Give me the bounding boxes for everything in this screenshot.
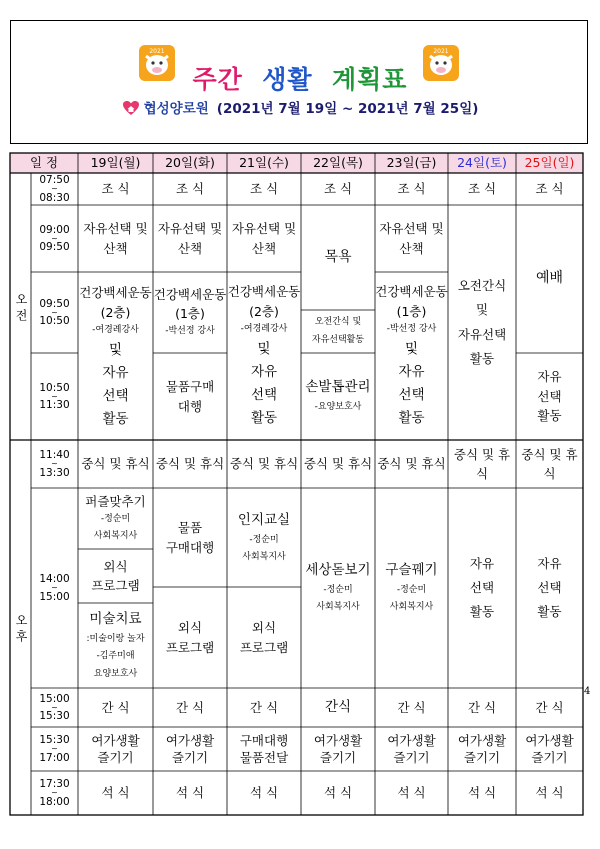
lunch-cell: 중식 및 휴식 [453,446,511,481]
org-name: 협성양로원 [143,101,209,117]
bath-cell-thu: 목욕 [324,248,352,265]
cognitive-class-cell-wed: 인지교실 -정순미 사회복지사 [237,511,291,562]
snack-cell: 간 식 [397,699,426,715]
leisure-cell: 여가생활 즐기기 [525,732,574,765]
page-title: 주간 생활 계획표 [192,65,408,94]
dinner-cell: 석 식 [397,785,426,801]
exercise-cell-fri: 건강백세운동 (1층) -박선정 강사 및 자유 선택 활동 [375,284,448,426]
outing-cell-mon: 외식 프로그램 [91,558,140,593]
period: (2021년 7월 19일 ~ 2021년 7월 25일) [216,101,479,117]
day-header-tue: 20일(화) [165,155,215,171]
snack-cell-thu-am: 오전간식 및 자유선택활동 [311,317,365,345]
lunch-cell: 중식 및 휴식 [303,456,373,472]
walk-cell: 자유선택 및 산책 [157,221,223,256]
breakfast-cell: 조 식 [467,181,497,197]
nail-care-cell-thu: 손발톱관리 -요양보호사 [305,379,371,413]
lunch-cell: 중식 및 휴식 [155,456,225,472]
time-slot: 09:50 ~ 10:50 [39,297,70,328]
time-slot: 09:00 ~ 09:50 [39,223,70,254]
dinner-cell: 석 식 [175,785,205,801]
breakfast-cell: 조 식 [535,181,564,197]
day-header-sat: 24일(토) [457,155,507,171]
lunch-cell: 중식 및 휴식 [229,456,299,472]
leisure-cell: 여가생활 즐기기 [457,732,507,765]
time-slot: 15:30 ~ 17:00 [39,734,70,764]
breakfast-cell: 조 식 [175,181,205,197]
lunch-cell: 중식 및 휴식 [521,446,578,481]
free-activity-cell-sat: 자유 선택 활동 [469,556,495,619]
walk-cell: 자유선택 및 산책 [379,221,444,256]
snack-cell: 간 식 [101,699,130,715]
pm-label: 오 후 [14,613,29,642]
free-activity-cell-sun: 자유 선택 활동 [537,369,562,424]
time-slot: 10:50 ~ 11:30 [39,381,70,412]
lunch-cell: 중식 및 휴식 [377,456,446,472]
time-slot: 14:00 ~ 15:00 [39,573,70,603]
snack-cell: 간 식 [467,699,497,715]
breakfast-cell: 조 식 [101,181,130,197]
free-activity-cell-sun-pm: 자유 선택 활동 [537,556,562,619]
outing-cell-tue: 외식 프로그램 [165,620,215,655]
dinner-cell: 석 식 [249,785,279,801]
header-corner: 일 정 [29,155,59,171]
time-slot: 15:00 ~ 15:30 [39,692,70,723]
day-header-mon: 19일(월) [90,155,141,171]
day-header-wed: 21일(수) [239,155,289,171]
art-therapy-cell-mon: 미술치료 :미술이랑 놀자 -김주미애 요양보호사 [86,611,145,679]
exercise-cell-wed: 건강백세운동 (2층) -여경례강사 및 자유 선택 활동 [227,284,301,426]
snack-cell: 간식 [324,699,352,716]
snack-cell: 간 식 [535,699,564,715]
breakfast-cell: 조 식 [323,181,353,197]
time-slot: 11:40 ~ 13:30 [39,449,70,479]
leisure-cell: 여가생활 즐기기 [313,732,363,765]
am-snack-cell-sat: 오전간식 및 자유선택 활동 [457,277,507,366]
outing-cell-wed: 외식 프로그램 [239,620,289,655]
dinner-cell: 석 식 [535,785,564,801]
svg-text:2021: 2021 [433,48,449,55]
page-number: 4 [584,686,591,697]
leisure-cell: 여가생활 즐기기 [387,732,436,765]
dinner-cell: 석 식 [101,785,130,801]
walk-cell: 자유선택 및 산책 [231,221,297,256]
dinner-cell: 석 식 [323,785,353,801]
magnifier-cell-thu: 세상돋보기 -정순미 사회복지사 [305,562,371,613]
dinner-cell: 석 식 [467,785,497,801]
day-header-sun: 25일(일) [524,155,575,171]
am-label: 오 전 [14,292,29,321]
exercise-cell-tue: 건강백세운동 (1층) -박선정 강사 [153,286,227,337]
walk-cell: 자유선택 및 산책 [83,221,148,256]
time-slot: 07:50 ~ 08:30 [39,174,70,204]
delivery-cell-wed: 구매대행 물품전달 [239,732,289,765]
beading-cell-fri: 구슬꿰기 -정순미 사회복지사 [385,562,438,613]
time-slot: 17:30 ~ 18:00 [39,778,70,808]
breakfast-cell: 조 식 [249,181,279,197]
puzzle-cell-mon: 퍼즐맞추기 -정순미 사회복지사 [85,493,146,542]
leisure-cell: 여가생활 즐기기 [165,732,215,765]
shopping-cell-tue-pm: 물품 구매대행 [165,520,215,555]
exercise-cell-mon: 건강백세운동 (2층) -여경례강사 및 자유 선택 활동 [79,285,152,427]
day-header-fri: 23일(금) [386,155,437,171]
svg-text:2021: 2021 [149,48,165,55]
day-header-thu: 22일(목) [313,155,363,171]
leisure-cell: 여가생활 즐기기 [91,732,140,765]
lunch-cell: 중식 및 휴식 [81,456,150,472]
worship-cell-sun: 예배 [535,270,564,287]
shopping-cell-tue: 물품구매 대행 [165,379,215,414]
snack-cell: 간 식 [175,699,205,715]
breakfast-cell: 조 식 [397,181,426,197]
snack-cell: 간 식 [249,699,279,715]
